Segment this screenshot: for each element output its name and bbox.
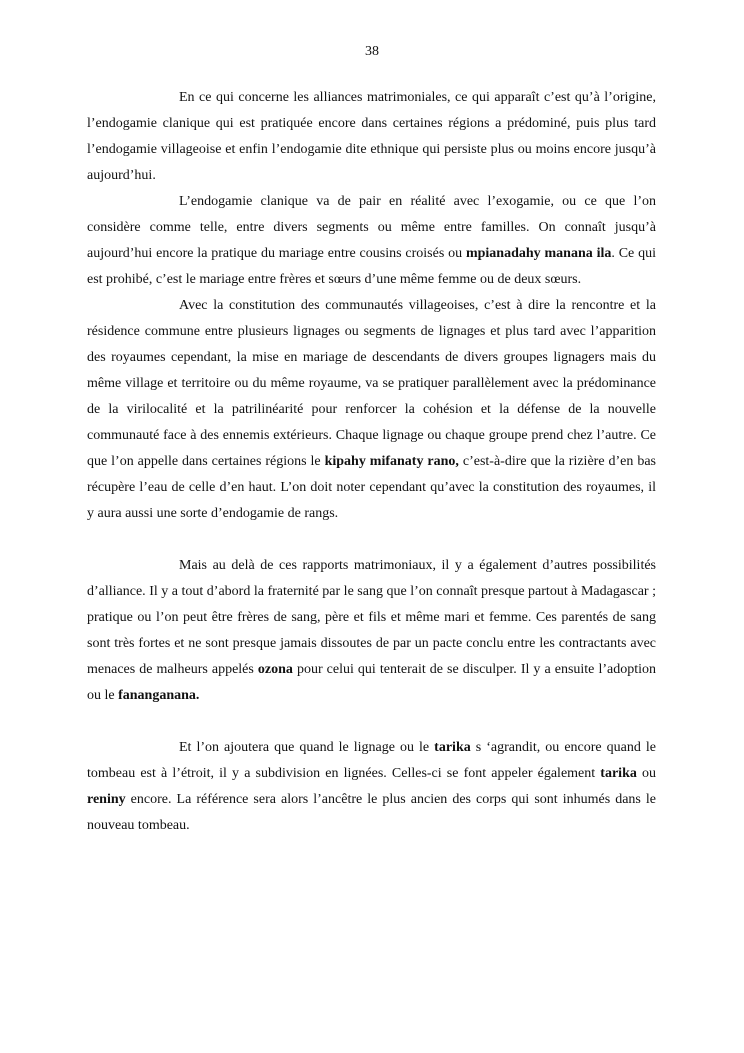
paragraph-lineage-subdivision (87, 735, 656, 839)
text-run: L’endogamie clanique va de pair en réalité avec l’exogamie, ou ce que l’on considère comme telle, entre divers segments ou même entre familles. On connaît jusqu’à aujourd’hui encore la pratique du mariage entre cousins croisés ou (87, 194, 656, 261)
text-run: s ‘agrandit, ou encore quand le tombeau est à l’étroit, il y a subdivision en lignées. Celles-ci se font appeler également (87, 740, 656, 781)
paragraph-spacer (87, 709, 656, 735)
term-mpianadahy-manana-ila: mpianadahy manana ila (465, 246, 612, 261)
text-run: pour celui qui tenterait de se disculper. Il y a ensuite l’adoption ou le (87, 662, 656, 703)
text-run: Et l’on ajoutera que quand le lignage ou le (179, 740, 435, 755)
text-run: encore. La référence sera alors l’ancêtre le plus ancien des corps qui sont inhumés dans le nouveau tombeau. (87, 792, 656, 833)
paragraph-village-communities (87, 293, 656, 527)
text-run: c’est-à-dire que la rizière d’en bas récupère l’eau de celle d’en haut. L’on doit noter cependant qu’avec la constitution des royaumes, il y aura aussi une sorte d’endogamie de rangs. (87, 454, 656, 521)
term-fananganana: fananganana. (118, 688, 200, 703)
text-run: Mais au delà de ces rapports matrimoniaux, il y a également d’autres possibilités d’alliance. Il y a tout d’abord la fraternité par le sang que l’on connaît presque partout à Madagascar ; pratique ou l’on peut être frères de sang, père et fils et même mari et femme. Ces parentés de sang sont très fortes et ne sont presque jamais dissoutes de par un pacte conclu entre les contractants avec menaces de malheurs appelés (87, 558, 656, 677)
term-ozona: ozona (257, 662, 293, 677)
term-reniny: reniny (87, 792, 126, 807)
text-run: En ce qui concerne les alliances matrimoniales, ce qui apparaît c’est qu’à l’origine, l’endogamie clanique qui est pratiquée encore dans certaines régions a prédominé, puis plus tard l’endogamie villageoise et enfin l’endogamie dite ethnique qui persiste plus ou moins encore jusqu’à aujourd’hui. (87, 90, 656, 183)
paragraph-clan-endogamy (87, 189, 656, 293)
paragraph-blood-brotherhood (87, 553, 656, 709)
paragraph-spacer (87, 527, 656, 553)
page-number: 38 (365, 44, 379, 59)
term-kipahy-mifanaty-rano: kipahy mifanaty rano, (324, 454, 459, 469)
term-tarika: tarika (434, 740, 471, 755)
text-run: . Ce qui est prohibé, c’est le mariage entre frères et sœurs d’une même femme ou de deux sœurs. (87, 246, 656, 287)
text-run: Avec la constitution des communautés villageoises, c’est à dire la rencontre et la résidence commune entre plusieurs lignages ou segments de lignages et plus tard avec l’apparition des royaumes cependant, la mise en mariage de descendants de divers groupes lignagers mais du même village et territoire ou du même royaume, va se pratiquer parallèlement avec la prédominance de la virilocalité et la patrilinéarité pour renforcer la cohésion et la défense de la nouvelle communauté face à des ennemis extérieurs. Chaque lignage ou chaque groupe prend chez l’autre. Ce que l’on appelle dans certaines régions le (87, 298, 656, 469)
paragraph-endogamy-overview (87, 85, 656, 189)
term-tarika: tarika (600, 766, 637, 781)
body-text (87, 85, 656, 839)
text-run: ou (636, 766, 656, 781)
